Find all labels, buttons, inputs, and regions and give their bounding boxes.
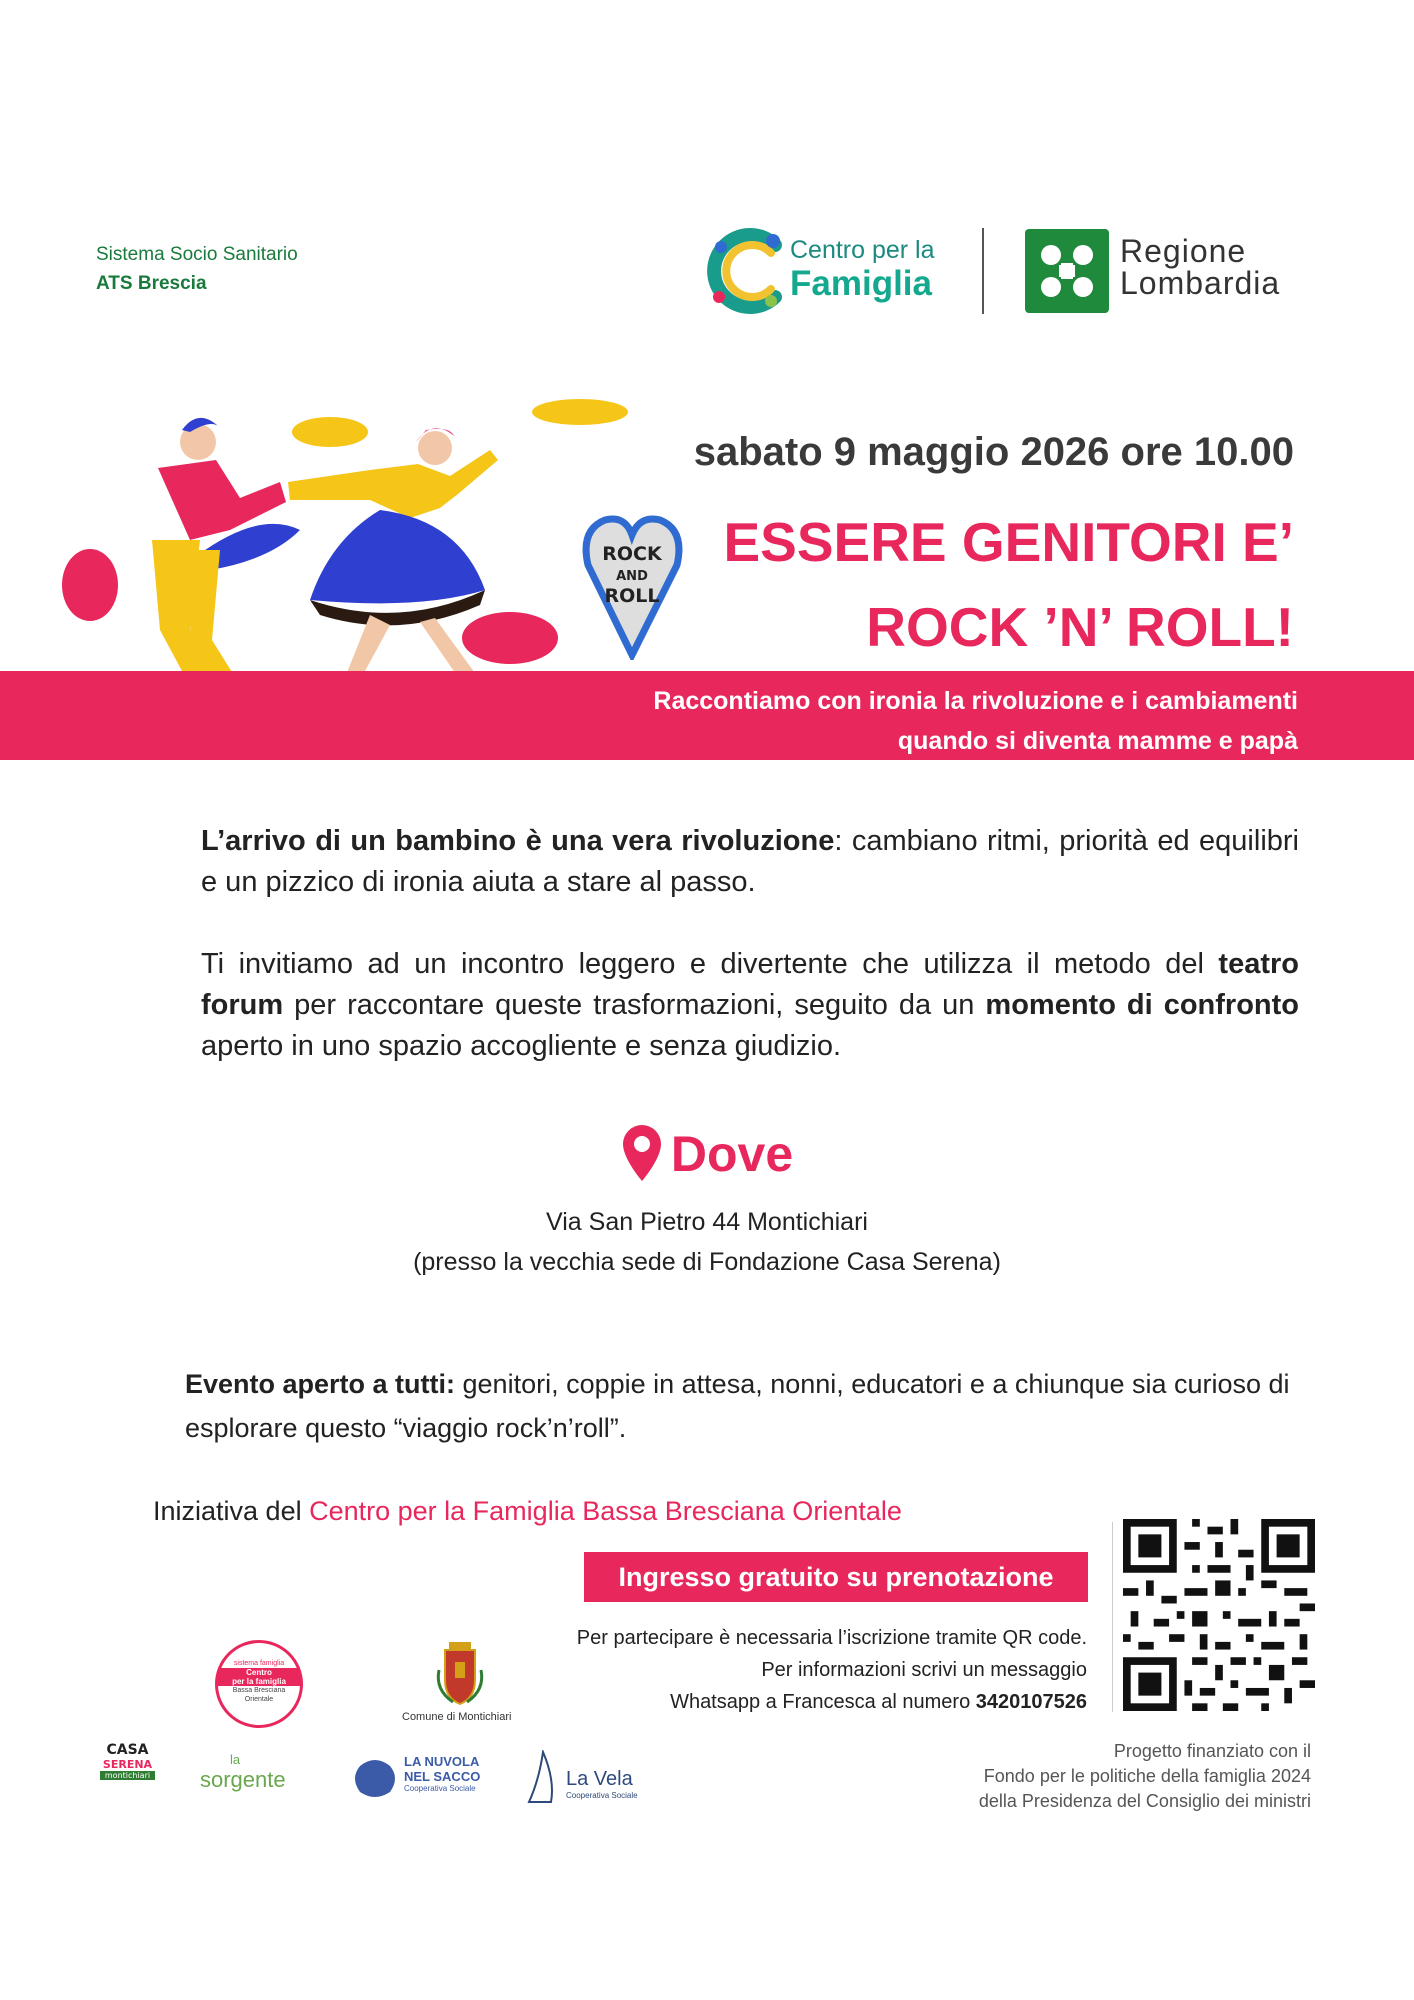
- phone-number: 3420107526: [975, 1691, 1087, 1713]
- vela-line2: Cooperativa Sociale: [566, 1791, 638, 1800]
- invite-b: per raccontare queste trasformazioni, seguito da un: [283, 989, 986, 1021]
- regione-lombardia-logo-icon: [1025, 229, 1109, 313]
- event-title-line2: ROCK ’N’ ROLL!: [866, 596, 1294, 659]
- intro-rest: : cambiano ritmi, priorità ed equilibri e un pizzico di ironia aiuta a stare al passo.: [201, 825, 1299, 898]
- nuvola-line1: LA NUVOLA: [404, 1754, 480, 1769]
- invite-paragraph: [201, 944, 1299, 1067]
- invite-c: aperto in uno spazio accogliente e senza giudizio.: [201, 1030, 842, 1062]
- regione-line1: Regione: [1120, 233, 1247, 269]
- cpf-line1: Centro per la: [790, 236, 935, 264]
- initiative-prefix: Iniziativa del: [153, 1496, 310, 1526]
- free-entry-badge: Ingresso gratuito su prenotazione: [584, 1552, 1088, 1602]
- centro-famiglia-logo-icon: [705, 225, 787, 317]
- comune-crest-icon: [433, 1640, 487, 1706]
- centro-famiglia-wordmark: [790, 238, 935, 301]
- audience-paragraph: [185, 1362, 1315, 1450]
- subtitle: [653, 681, 1298, 761]
- cpf-small-line4: Bassa Bresciana: [232, 1687, 286, 1694]
- info-line2: Per informazioni scrivi un messaggio: [761, 1659, 1087, 1681]
- subtitle-line2: quando si diventa mamme e papà: [897, 727, 1298, 755]
- sorgente-line2: sorgente: [200, 1767, 286, 1792]
- info-line1: Per partecipare è necessaria l’iscrizione tramite QR code.: [576, 1627, 1087, 1649]
- location-heading: [0, 1123, 1414, 1185]
- subtitle-line1: Raccontiamo con ironia la rivoluzione e i cambiamenti: [653, 687, 1298, 715]
- header-divider: [982, 228, 984, 314]
- funding-line1: Progetto finanziato con il: [1113, 1741, 1311, 1761]
- invite-bold1: teatro forum: [201, 948, 1299, 1021]
- la-nuvola-logo-text: [404, 1754, 480, 1793]
- cpf-line2: Famiglia: [790, 264, 932, 303]
- info-line3: [670, 1691, 1087, 1714]
- regione-line2: Lombardia: [1120, 265, 1281, 301]
- centro-famiglia-small-logo: [215, 1640, 303, 1728]
- map-pin-icon: [621, 1123, 663, 1185]
- nuvola-line2: NEL SACCO: [404, 1769, 481, 1784]
- casa-serena-line1: CASA: [106, 1742, 149, 1758]
- footer-divider: [1112, 1522, 1113, 1712]
- location-note: (presso la vecchia sede di Fondazione Casa Serena): [413, 1248, 1001, 1276]
- heart-text-3: ROLL: [604, 585, 660, 607]
- nuvola-line3: Cooperativa Sociale: [404, 1784, 476, 1793]
- la-vela-logo-text: [566, 1768, 638, 1800]
- ats-line1: Sistema Socio Sanitario: [96, 244, 298, 265]
- casa-serena-line3: montichiari: [100, 1771, 155, 1780]
- invite-a: Ti invitiamo ad un incontro leggero e divertente che utilizza il metodo del: [201, 948, 1219, 980]
- funding-line2: Fondo per le politiche della famiglia 2024: [983, 1766, 1311, 1786]
- heart-text-1: ROCK: [602, 543, 662, 565]
- la-vela-sail-icon: [525, 1750, 557, 1806]
- vela-line1: La Vela: [566, 1768, 633, 1790]
- location-address: Via San Pietro 44 Montichiari: [546, 1208, 868, 1236]
- rock-and-roll-heart-icon: [580, 510, 685, 660]
- event-title-line1: ESSERE GENITORI E’: [723, 511, 1294, 573]
- cpf-small-line5: Orientale: [244, 1696, 274, 1703]
- sorgente-line1: la: [230, 1752, 241, 1767]
- funding-line3: della Presidenza del Consiglio dei ministri: [978, 1791, 1311, 1811]
- intro-bold: L’arrivo di un bambino è una vera rivoluzione: [201, 825, 835, 857]
- comune-label: Comune di Montichiari: [402, 1711, 512, 1723]
- location-title: Dove: [670, 1126, 794, 1182]
- qr-code-icon[interactable]: [1123, 1519, 1315, 1711]
- ats-line2: ATS Brescia: [96, 273, 207, 294]
- event-date: sabato 9 maggio 2026 ore 10.00: [693, 430, 1294, 474]
- intro-paragraph: [201, 821, 1299, 903]
- cpf-small-line1: sistema famiglia: [233, 1660, 285, 1667]
- audience-text: genitori, coppie in attesa, nonni, educatori e a chiunque sia curioso di esplorare questo “viaggio rock’n’roll”.: [185, 1369, 1290, 1443]
- audience-bold: Evento aperto a tutti:: [185, 1369, 456, 1399]
- cpf-small-line3: per la famiglia: [218, 1677, 300, 1686]
- casa-serena-logo: [100, 1742, 155, 1780]
- info-line3-prefix: Whatsapp a Francesca al numero: [670, 1691, 976, 1713]
- la-sorgente-logo: [200, 1752, 286, 1793]
- initiative-line: [153, 1496, 902, 1527]
- heart-text-2: AND: [616, 569, 648, 584]
- regione-lombardia-wordmark: [1120, 235, 1280, 299]
- la-nuvola-bag-icon: [350, 1752, 400, 1802]
- casa-serena-line2: SERENA: [102, 1758, 153, 1771]
- initiative-org: Centro per la Famiglia Bassa Bresciana Orientale: [309, 1496, 902, 1526]
- event-title: [723, 500, 1294, 671]
- cpf-small-line2: Centro: [218, 1668, 300, 1677]
- invite-bold2: momento di confronto: [985, 989, 1300, 1021]
